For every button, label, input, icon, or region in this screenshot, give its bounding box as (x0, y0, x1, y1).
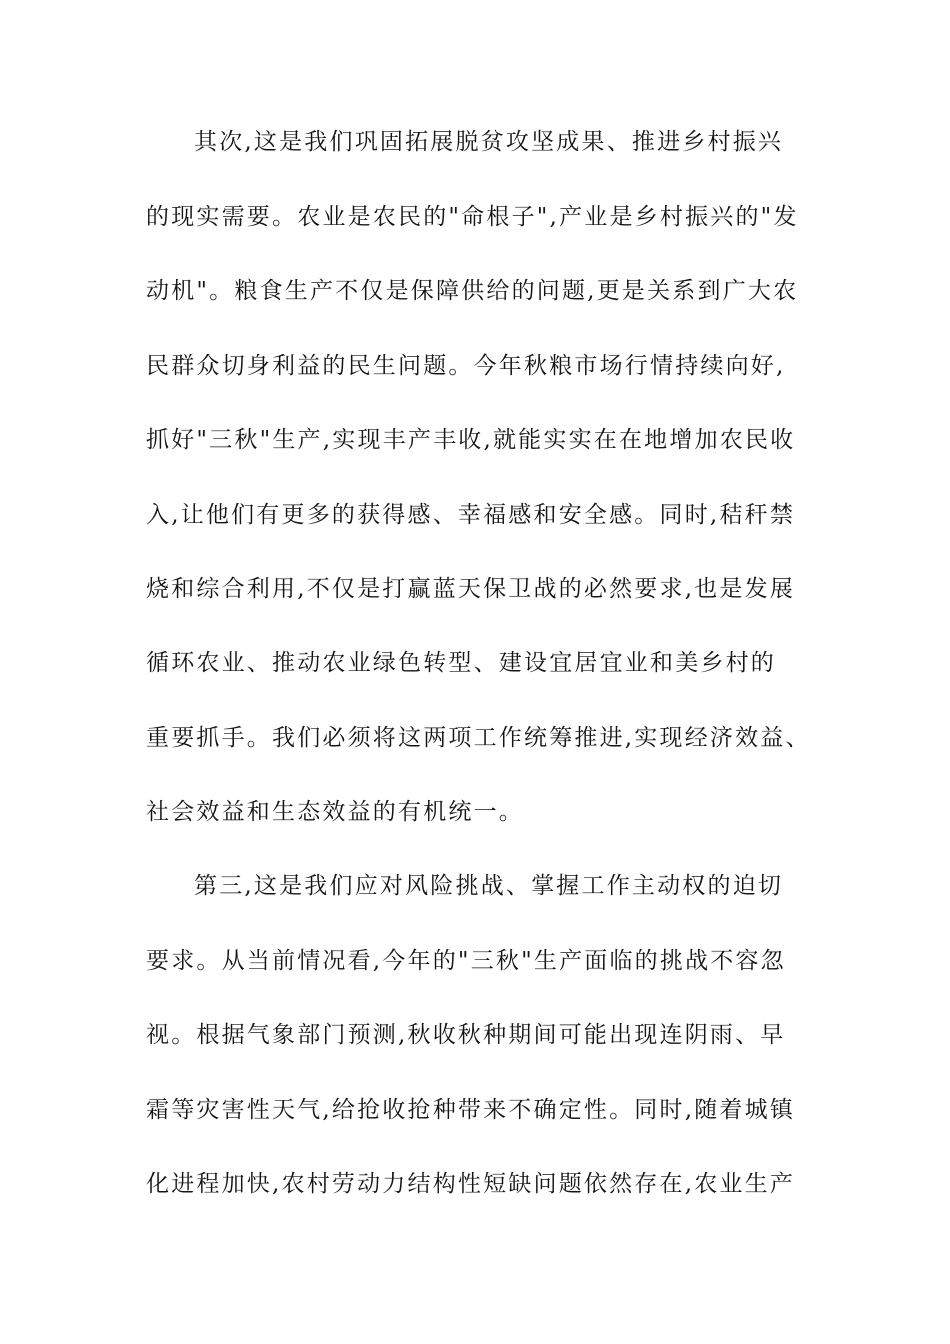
text-line: 霜等灾害性天气,给抢收抢种带来不确定性。同时,随着城镇 (146, 1097, 796, 1123)
text-line: 烧和综合利用,不仅是打赢蓝天保卫战的必然要求,也是发展 (146, 576, 796, 602)
text-line: 循环农业、推动农业绿色转型、建设宜居宜业和美乡村的 (146, 650, 776, 676)
text-line: 民群众切身利益的民生问题。今年秋粮市场行情持续向好, (146, 353, 786, 379)
text-line: 的现实需要。农业是农民的"命根子",产业是乡村振兴的"发 (146, 204, 799, 230)
text-line: 要求。从当前情况看,今年的"三秋"生产面临的挑战不容忽 (146, 948, 786, 974)
text-line: 社会效益和生态效益的有机统一。 (146, 799, 524, 825)
text-line: 化进程加快,农村劳动力结构性短缺问题依然存在,农业生产 (146, 1171, 796, 1197)
text-line: 入,让他们有更多的获得感、幸福感和安全感。同时,秸秆禁 (146, 502, 796, 528)
text-line: 重要抓手。我们必须将这两项工作统筹推进,实现经济效益、 (146, 725, 811, 751)
text-line: 视。根据气象部门预测,秋收秋种期间可能出现连阴雨、早 (146, 1022, 786, 1048)
text-line: 第三,这是我们应对风险挑战、掌握工作主动权的迫切 (194, 873, 784, 899)
text-line: 抓好"三秋"生产,实现丰产丰收,就能实实在在地增加农民收 (146, 427, 796, 453)
text-line: 动机"。粮食生产不仅是保障供给的问题,更是关系到广大农 (146, 278, 799, 304)
text-line: 其次,这是我们巩固拓展脱贫攻坚成果、推进乡村振兴 (194, 129, 784, 155)
